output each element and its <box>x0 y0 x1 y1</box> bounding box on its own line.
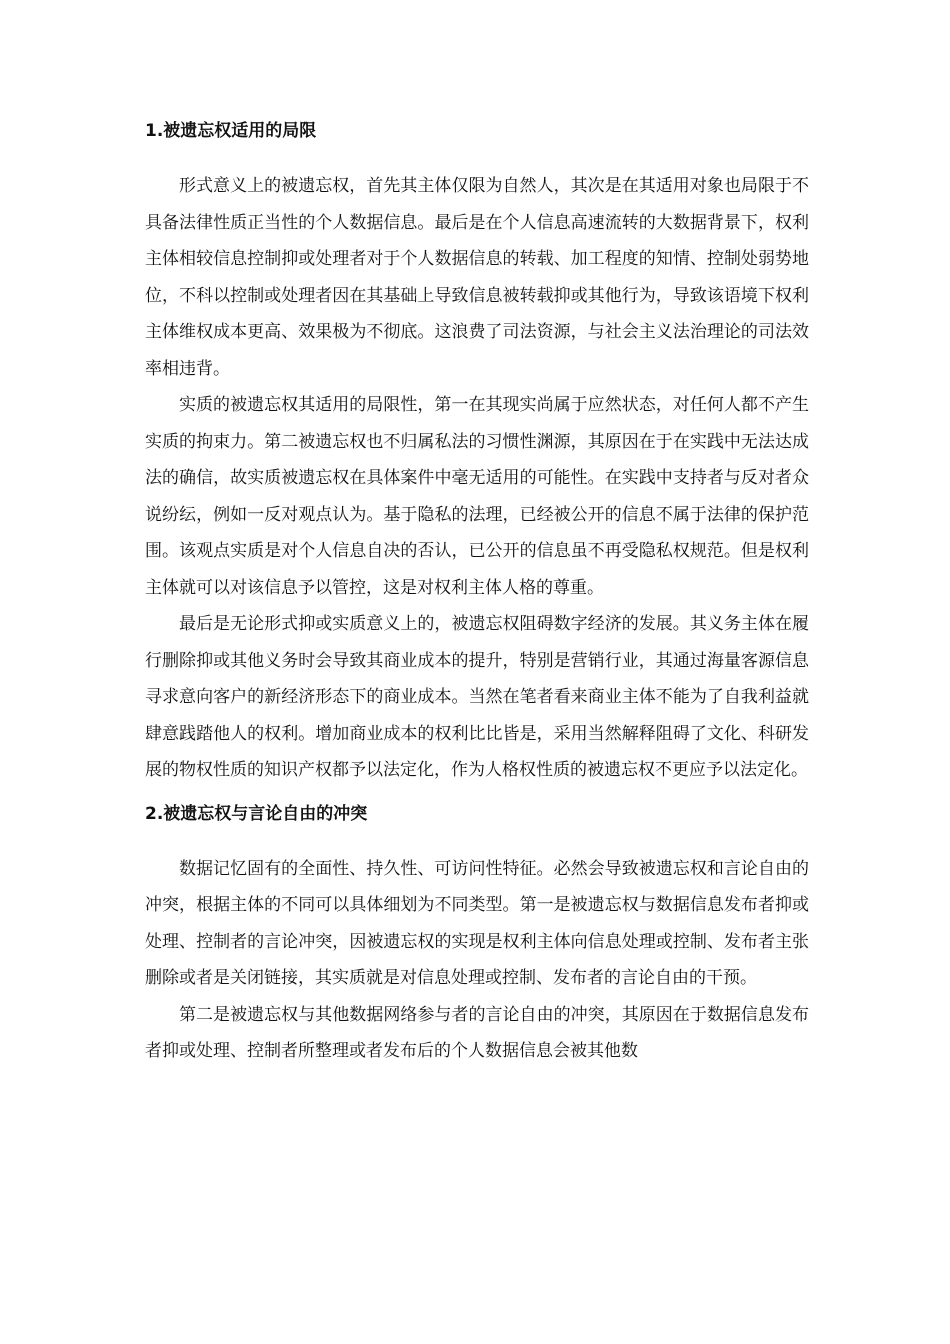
section-2-paragraph-1: 数据记忆固有的全面性、持久性、可访问性特征。必然会导致被遗忘权和言论自由的冲突，根据主体的不同可以具体细划为不同类型。第一是被遗忘权与数据信息发布者抑或处理、控制者的言论冲突，因被遗忘权的实现是权利主体向信息处理或控制、发布者主张删除或者是关闭链接，其实质就是对信息处理或控制、发布者的言论自由的干预。 <box>145 858 809 988</box>
document-body <box>145 118 809 1070</box>
spacer <box>145 144 809 168</box>
spacer <box>145 789 809 801</box>
section-2-heading: 2.被遗忘权与言论自由的冲突 <box>145 803 368 824</box>
spacer <box>145 827 809 851</box>
section-1-paragraph-1: 形式意义上的被遗忘权，首先其主体仅限为自然人，其次是在其适用对象也局限于不具备法律性质正当性的个人数据信息。最后是在个人信息高速流转的大数据背景下，权利主体相较信息控制抑或处理者对于个人数据信息的转载、加工程度的知情、控制处弱势地位，不科以控制或处理者因在其基础上导致信息被转载抑或其他行为，导致该语境下权利主体维权成本更高、效果极为不彻底。这浪费了司法资源，与社会主义法治理论的司法效率相违背。 <box>145 176 809 379</box>
section-1-heading: 1.被遗忘权适用的局限 <box>145 121 317 141</box>
section-2-paragraph-2: 第二是被遗忘权与其他数据网络参与者的言论自由的冲突，其原因在于数据信息发布者抑或处理、控制者所整理或者发布后的个人数据信息会被其他数 <box>145 1004 809 1061</box>
section-1-paragraph-3: 最后是无论形式抑或实质意义上的，被遗忘权阻碍数字经济的发展。其义务主体在履行删除抑或其他义务时会导致其商业成本的提升，特别是营销行业，其通过海量客源信息寻求意向客户的新经济形态下的商业成本。当然在笔者看来商业主体不能为了自我利益就肆意践踏他人的权利。增加商业成本的权利比比皆是，采用当然解释阻碍了文化、科研发展的物权性质的知识产权都予以法定化，作为人格权性质的被遗忘权不更应予以法定化。 <box>145 614 809 780</box>
section-1-paragraph-2: 实质的被遗忘权其适用的局限性，第一在其现实尚属于应然状态，对任何人都不产生实质的拘束力。第二被遗忘权也不归属私法的习惯性渊源，其原因在于在实践中无法达成法的确信，故实质被遗忘权在具体案件中毫无适用的可能性。在实践中支持者与反对者众说纷纭，例如一反对观点认为。基于隐私的法理，已经被公开的信息不属于法律的保护范围。该观点实质是对个人信息自决的否认，已公开的信息虽不再受隐私权规范。但是权利主体就可以对该信息予以管控，这是对权利主体人格的尊重。 <box>145 395 809 598</box>
